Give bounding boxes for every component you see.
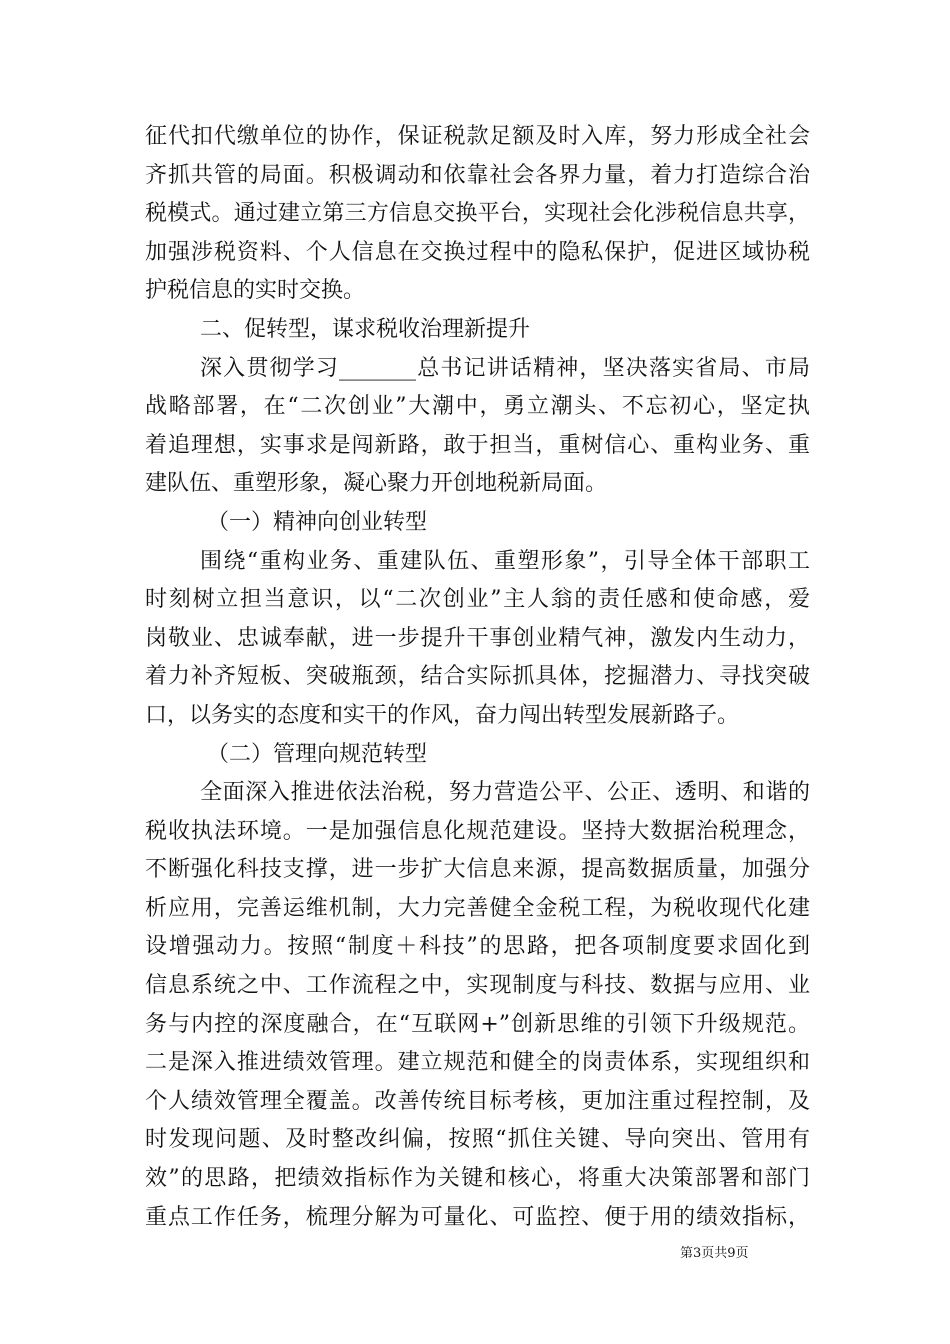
text-line: 效”的思路，把绩效指标作为关键和核心，将重大决策部署和部门 <box>145 1166 810 1192</box>
text-line: 深入贯彻学习_______总书记讲话精神，坚决落实省局、市局 <box>200 355 810 381</box>
text-line: 个人绩效管理全覆盖。改善传统目标考核，更加注重过程控制，及 <box>145 1088 810 1114</box>
text-line: 齐抓共管的局面。积极调动和依靠社会各界力量，着力打造综合治 <box>145 162 810 188</box>
text-line: 口，以务实的态度和实干的作风，奋力闯出转型发展新路子。 <box>145 702 740 728</box>
text-line: 加强涉税资料、个人信息在交换过程中的隐私保护，促进区域协税 <box>145 239 810 265</box>
text-line: 时发现问题、及时整改纠偏，按照“抓住关键、导向突出、管用有 <box>145 1127 810 1153</box>
text-line: 税模式。通过建立第三方信息交换平台，实现社会化涉税信息共享， <box>145 201 810 227</box>
text-line: 岗敬业、忠诚奉献，进一步提升干事创业精气神，激发内生动力， <box>145 625 810 651</box>
text-line: 税收执法环境。一是加强信息化规范建设。坚持大数据治税理念， <box>145 818 810 844</box>
text-line: 重点工作任务，梳理分解为可量化、可监控、便于用的绩效指标， <box>145 1204 810 1230</box>
text-line: 不断强化科技支撑，进一步扩大信息来源，提高数据质量，加强分 <box>145 857 810 883</box>
subsection-heading: （一）精神向创业转型 <box>207 509 428 535</box>
text-line: 务与内控的深度融合，在“互联网+”创新思维的引领下升级规范。 <box>145 1011 810 1037</box>
text-line: 建队伍、重塑形象，凝心聚力开创地税新局面。 <box>145 471 608 497</box>
page-number: 第3页共9页 <box>680 1246 749 1261</box>
document-body <box>145 118 810 1237</box>
text-line: 信息系统之中、工作流程之中，实现制度与科技、数据与应用、业 <box>145 973 810 999</box>
section-heading: 二、促转型，谋求税收治理新提升 <box>200 316 531 342</box>
text-line: 护税信息的实时交换。 <box>145 278 366 304</box>
text-line: 设增强动力。按照“制度＋科技”的思路，把各项制度要求固化到 <box>145 934 810 960</box>
text-line: 时刻树立担当意识，以“二次创业”主人翁的责任感和使命感，爱 <box>145 587 810 613</box>
subsection-heading: （二）管理向规范转型 <box>207 741 428 767</box>
text-line: 战略部署，在“二次创业”大潮中，勇立潮头、不忘初心，坚定执 <box>145 394 810 420</box>
text-line: 析应用，完善运维机制，大力完善健全金税工程，为税收现代化建 <box>145 895 810 921</box>
text-line: 二是深入推进绩效管理。建立规范和健全的岗责体系，实现组织和 <box>145 1050 810 1076</box>
text-line: 全面深入推进依法治税，努力营造公平、公正、透明、和谐的 <box>200 780 810 806</box>
text-line: 着追理想，实事求是闯新路，敢于担当，重树信心、重构业务、重 <box>145 432 810 458</box>
text-line: 征代扣代缴单位的协作，保证税款足额及时入库，努力形成全社会 <box>145 124 810 149</box>
text-line: 围绕“重构业务、重建队伍、重塑形象”，引导全体干部职工 <box>200 548 810 574</box>
text-line: 着力补齐短板、突破瓶颈，结合实际抓具体，挖掘潜力、寻找突破 <box>145 664 810 690</box>
